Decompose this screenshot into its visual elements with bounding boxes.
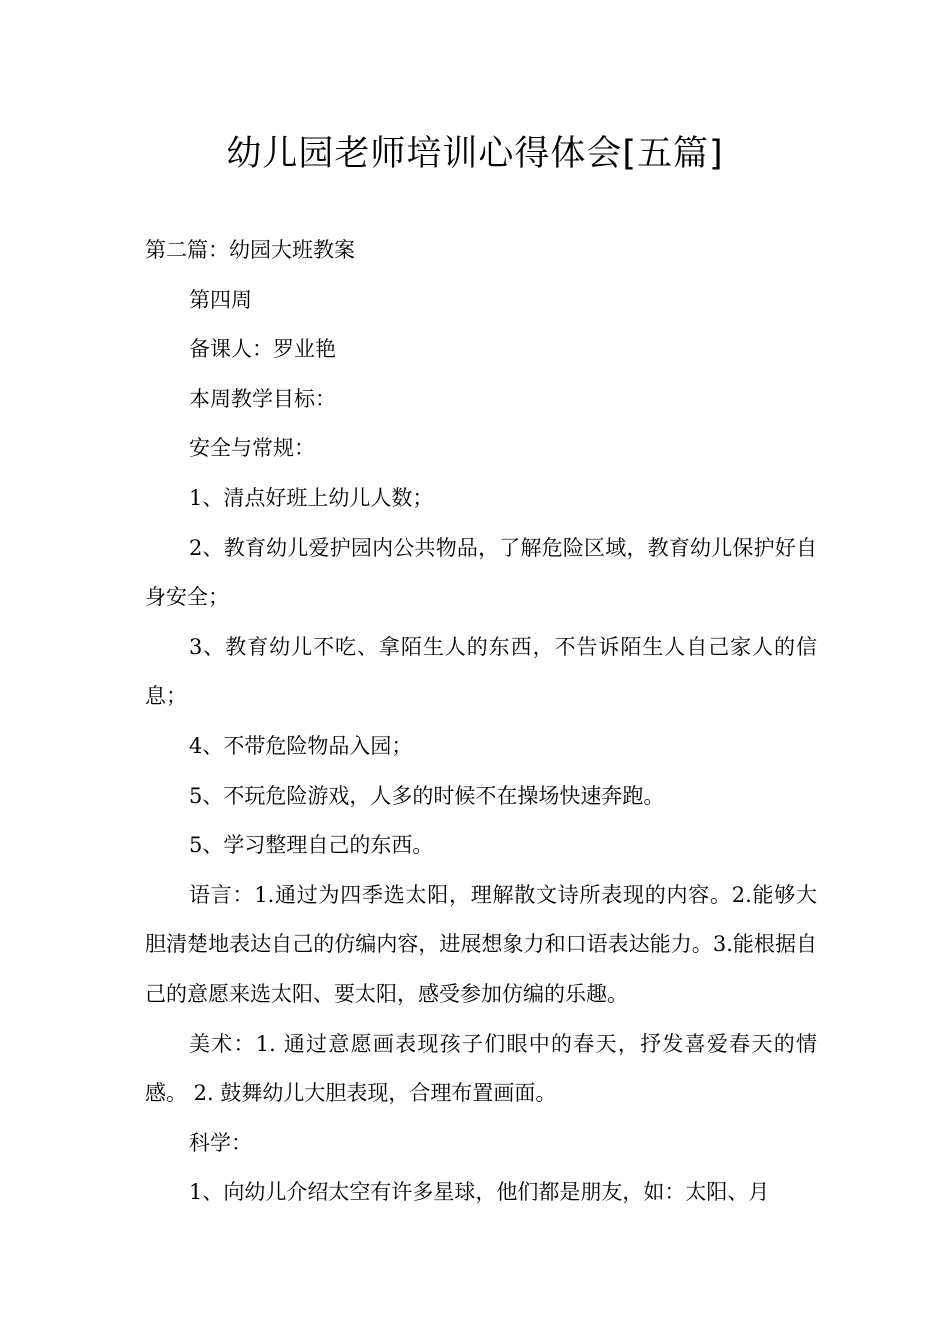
paragraph-safety-4: 4、不带危险物品入园； <box>189 733 413 758</box>
paragraph-week: 第四周 <box>189 287 252 312</box>
paragraph-safety-5a: 5、不玩危险游戏，人多的时候不在操场快速奔跑。 <box>189 783 665 808</box>
paragraph-art: 美术：1. 通过意愿画表现孩子们眼中的春天，抒发喜爱春天的情感。 2. 鼓舞幼儿大胆表现，合理布置画面。 <box>145 1031 817 1106</box>
paragraph-section-heading: 第二篇：幼园大班教案 <box>145 238 355 262</box>
document-body <box>145 226 817 1218</box>
paragraph-science-heading: 科学： <box>189 1130 252 1155</box>
paragraph-safety-1: 1、清点好班上幼儿人数； <box>189 485 434 510</box>
paragraph-safety-heading: 安全与常规： <box>189 436 315 461</box>
paragraph-language: 语言：1.通过为四季选太阳，理解散文诗所表现的内容。2.能够大胆清楚地表达自己的仿编内容，进展想象力和口语表达能力。3.能根据自己的意愿来选太阳、要太阳，感受参加仿编的乐趣。 <box>145 882 817 1006</box>
paragraph-safety-5b: 5、学习整理自己的东西。 <box>189 833 434 858</box>
paragraph-safety-3: 3、教育幼儿不吃、拿陌生人的东西，不告诉陌生人自己家人的信息； <box>145 634 817 709</box>
paragraph-safety-2: 2、教育幼儿爱护园内公共物品，了解危险区域，教育幼儿保护好自身安全； <box>145 535 817 610</box>
document-title: 幼儿园老师培训心得体会[五篇] <box>226 134 724 174</box>
paragraph-preparer: 备课人：罗业艳 <box>189 337 336 362</box>
paragraph-science-1: 1、向幼儿介绍太空有许多星球，他们都是朋友，如：太阳、月 <box>189 1180 770 1205</box>
paragraph-weekly-goals: 本周教学目标： <box>189 386 336 411</box>
